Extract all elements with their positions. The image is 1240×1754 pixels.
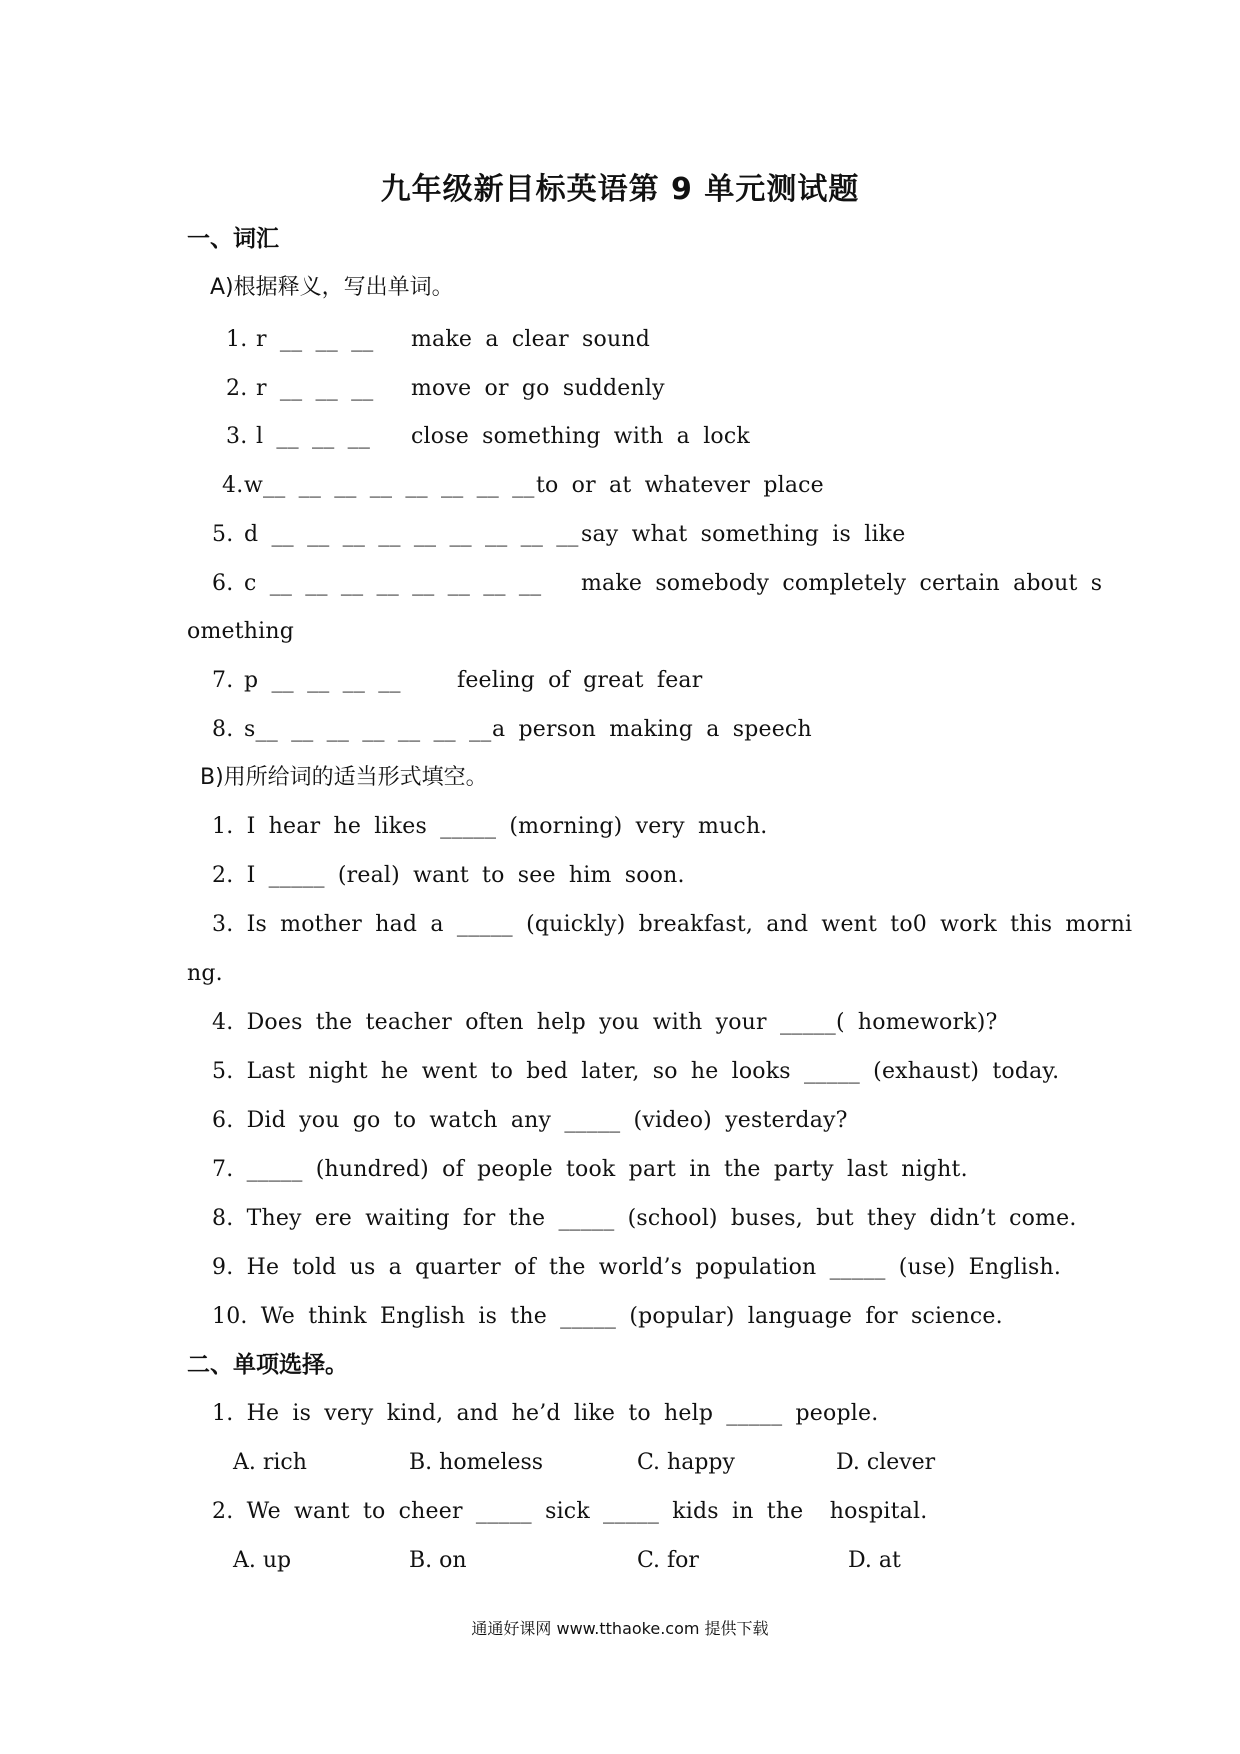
option-d: D. clever (836, 1450, 936, 1475)
part-b-item: 4. Does the teacher often help you with your _____( homework)? (212, 1010, 998, 1035)
part-a-blank: d __ __ __ __ __ __ __ __ __ (244, 522, 579, 547)
part-a-definition: feeling of great fear (457, 668, 703, 693)
part-a-definition: say what something is like (581, 522, 906, 547)
part-a-num: 7. (212, 668, 234, 693)
option-a: A. up (233, 1548, 292, 1573)
option-c: C. for (637, 1548, 699, 1573)
part-a-definition-continuation: omething (187, 619, 295, 644)
part-b-item: 6. Did you go to watch any _____ (video) yesterday? (212, 1108, 848, 1133)
part-a-definition: a person making a speech (492, 717, 812, 742)
option-a: A. rich (233, 1450, 307, 1475)
part-a-blank: c __ __ __ __ __ __ __ __ (244, 571, 542, 596)
part-b-item-continuation: ng. (187, 961, 223, 986)
option-b: B. on (409, 1548, 467, 1573)
part-b-item: 8. They ere waiting for the _____ (school) buses, but they didn’t come. (212, 1206, 1077, 1231)
part-a-definition: to or at whatever place (536, 473, 824, 498)
part-b-item: 5. Last night he went to bed later, so he looks _____ (exhaust) today. (212, 1059, 1060, 1084)
part-a-blank: s__ __ __ __ __ __ __ (244, 717, 492, 742)
part-a-blank: p __ __ __ __ (244, 668, 401, 693)
section-vocabulary-heading: 一、词汇 (187, 226, 279, 252)
part-b-item: 10. We think English is the _____ (popular) language for science. (212, 1304, 1003, 1329)
part-a-blank: r __ __ __ (256, 376, 374, 401)
part-a-blank: r __ __ __ (256, 327, 374, 352)
page-footer: 通通好课网 www.tthaoke.com 提供下载 (471, 1619, 769, 1638)
part-a-num: 8. (212, 717, 234, 742)
option-d: D. at (848, 1548, 901, 1573)
part-a-blank: l __ __ __ (256, 424, 371, 449)
part-a-definition: move or go suddenly (411, 376, 665, 401)
option-c: C. happy (637, 1450, 735, 1475)
page-title: 九年级新目标英语第 9 单元测试题 (380, 172, 860, 207)
part-a-num: 3. (226, 424, 248, 449)
part-b-item: 1. I hear he likes _____ (morning) very much. (212, 814, 768, 839)
part-b-item: 3. Is mother had a _____ (quickly) breakfast, and went to0 work this morni (212, 912, 1133, 937)
part-a-instruction: A)根据释义，写出单词。 (210, 275, 454, 300)
option-b: B. homeless (409, 1450, 544, 1475)
part-b-item: 2. I _____ (real) want to see him soon. (212, 863, 685, 888)
part-a-num: 4. (222, 473, 244, 498)
question-text: 1. He is very kind, and he’d like to help _____ people. (212, 1401, 879, 1426)
part-a-definition: make a clear sound (411, 327, 650, 352)
part-a-num: 5. (212, 522, 234, 547)
part-a-num: 2. (226, 376, 248, 401)
question-text: 2. We want to cheer _____ sick _____ kids in the hospital. (212, 1499, 928, 1524)
part-a-definition: make somebody completely certain about s (581, 571, 1103, 596)
part-a-blank: w__ __ __ __ __ __ __ __ (244, 473, 535, 498)
part-b-item: 7. _____ (hundred) of people took part in the party last night. (212, 1157, 968, 1182)
part-b-item: 9. He told us a quarter of the world’s population _____ (use) English. (212, 1255, 1062, 1280)
section-multiple-choice-heading: 二、单项选择。 (187, 1352, 348, 1378)
part-b-instruction: B)用所给词的适当形式填空。 (200, 765, 488, 790)
part-a-num: 1. (226, 327, 248, 352)
part-a-num: 6. (212, 571, 234, 596)
part-a-definition: close something with a lock (411, 424, 750, 449)
